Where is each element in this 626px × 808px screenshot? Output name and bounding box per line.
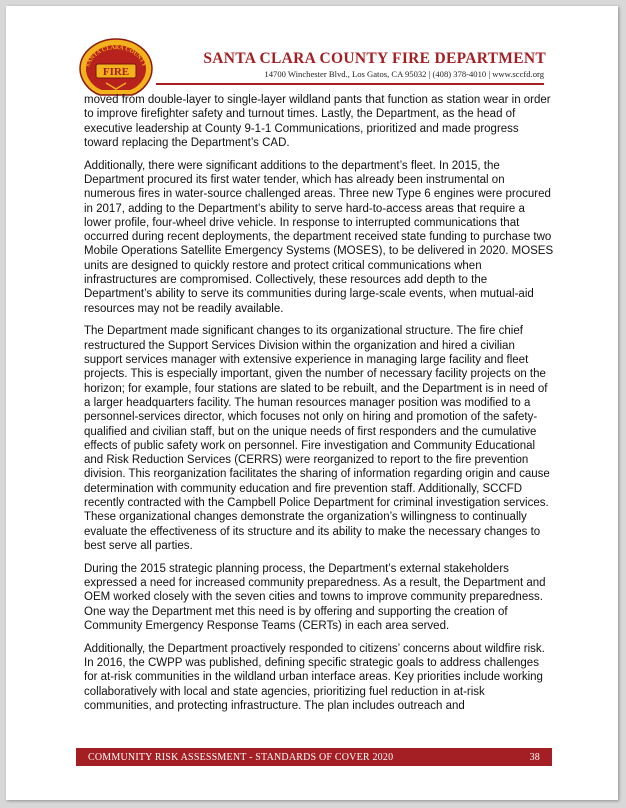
paragraph: The Department made significant changes to its organizational structure. The fire chief restructured the Support Services Division within the organization and hired a civilian support services manager with extensive experience in managing large facility and fleet projects. This is especially important, given the number of necessary facility projects on the horizon; for example, four stations are slated to be rebuilt, and the Department is in need of a larger headquarters facility. The human resources manager position was modified to a personnel-services director, which focuses not only on hiring and promotion of the safety-qualified and civilian staff, but on the unique needs of first responders and the cumulative effects of public safety work on personnel. Fire investigation and Community Educational and Risk Reduction Services (CERRS) were reorganized to report to the fire prevention division. This reorganization facilitates the sharing of information regarding origin and cause determination with community education and fire prevention staff. Additionally, SCCFD recently contracted with the Campbell Police Department for criminal investigation services. These organizational changes demonstrate the organization’s willingness to continually evaluate the effectiveness of its structure and its ability to make the necessary changes to best serve all parties. bbox=[84, 325, 550, 552]
footer-title: COMMUNITY RISK ASSESSMENT - STANDARDS OF COVER 2020 bbox=[88, 751, 394, 763]
footer-bar bbox=[76, 748, 552, 766]
header-divider bbox=[156, 83, 544, 85]
department-title: SANTA CLARA COUNTY FIRE DEPARTMENT bbox=[203, 50, 546, 67]
paragraph: Additionally, there were significant additions to the department’s fleet. In 2015, the Department procured its first water tender, which has already been instrumental on numerous fires in water-source challenged areas. Three new Type 6 engines were procured in 2017, adding to the Department’s ability to serve hard-to-access areas that require a lower profile, four-wheel drive vehicle. In response to interrupted communications that occurred during recent deployments, the department received state funding to purchase two Mobile Operations Satellite Emergency Systems (MOSES), to be delivered in 2020. MOSES units are designed to quickly restore and protect critical communications when infrastructures are compromised. Collectively, these resources add depth to the Department’s ability to serve its communities during large-scale events, when mutual-aid resources may not be readily available. bbox=[84, 159, 554, 315]
page-number: 38 bbox=[529, 751, 540, 763]
fire-department-logo bbox=[76, 37, 156, 97]
logo-arc-text: SANTA CLARA COUNTY bbox=[85, 44, 147, 68]
paragraph: Additionally, the Department proactively responded to citizens’ concerns about wildfire risk. In 2016, the CWPP was published, defining specific strategic goals to address challenges for at-risk communities in the wildland urban interface areas. Key priorities include working collaboratively with local and state agencies, prioritizing fuel reduction in at-risk communities, and protecting infrastructure. The plan includes outreach and bbox=[84, 642, 545, 712]
logo-center-text: FIRE bbox=[102, 66, 130, 78]
department-address: 14700 Winchester Blvd., Los Gatos, CA 95032 | (408) 378-4010 | www.sccfd.org bbox=[264, 69, 544, 79]
paragraph: During the 2015 strategic planning process, the Department’s external stakeholders expressed a need for increased community preparedness. As a result, the Department and OEM worked closely with the seven cities and towns to improve community preparedness. One way the Department met this need is by offering and supporting the creation of Community Emergency Response Teams (CERTs) in each area served. bbox=[84, 562, 546, 632]
document-body bbox=[84, 93, 554, 722]
document-page bbox=[6, 6, 618, 800]
paragraph: moved from double-layer to single-layer wildland pants that function as station wear in order to improve firefighter safety and turnout times. Lastly, the Department, as the head of executive leadership at County 9-1-1 Communications, prioritized and made progress toward replacing the Department’s CAD. bbox=[84, 94, 551, 149]
